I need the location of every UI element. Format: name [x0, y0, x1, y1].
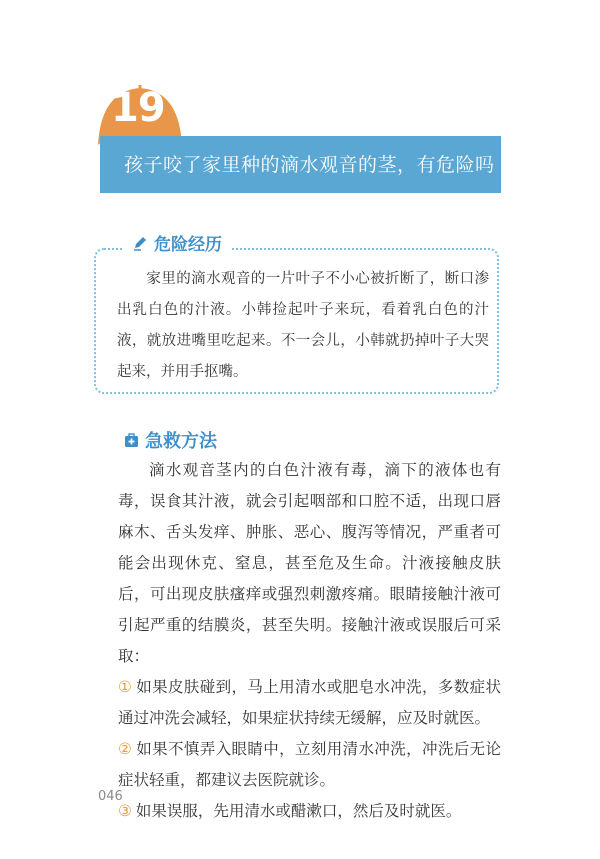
step-text-2: 如果不慎弄入眼睛中，立刻用清水冲洗，冲洗后无论症状轻重，都建议去医院就诊。 — [118, 740, 501, 789]
chapter-title: 孩子咬了家里种的滴水观音的茎，有危险吗 — [124, 154, 495, 176]
first-aid-step — [118, 734, 501, 796]
first-aid-heading — [124, 427, 217, 453]
step-number-2: ② — [118, 740, 133, 758]
first-aid-intro: 滴水观音茎内的白色汁液有毒，滴下的液体也有毒，误食其汁液，就会引起咽部和口腔不适，出现口唇麻木、舌头发痒、肿胀、恶心、腹泻等情况，严重者可能会出现休克、窒息，甚至危及生命。汁液接触皮肤后，可出现皮肤瘙痒或强烈刺激疼痛。眼睛接触汁液可引起严重的结膜炎，甚至失明。接触汁液或误服后可采取： — [118, 461, 501, 665]
experience-paragraph: 家里的滴水观音的一片叶子不小心被折断了，断口渗出乳白色的汁液。小韩捡起叶子来玩，看着乳白色的汁液，就放进嘴里吃起来。不一会儿，小韩就扔掉叶子大哭起来，并用手抠嘴。 — [117, 271, 489, 380]
experience-heading — [124, 230, 230, 255]
pencil-icon — [132, 235, 148, 251]
step-text-3: 如果误服，先用清水或醋漱口，然后及时就医。 — [135, 802, 462, 820]
first-aid-step — [118, 672, 501, 734]
chapter-number: 19 — [111, 85, 165, 131]
step-number-3: ③ — [118, 802, 132, 820]
experience-heading-label: 危险经历 — [154, 235, 222, 255]
experience-text — [117, 264, 489, 388]
first-aid-body — [118, 455, 501, 827]
page-number: 046 — [98, 789, 123, 804]
first-aid-step — [118, 796, 501, 827]
step-text-1: 如果皮肤碰到，马上用清水或肥皂水冲洗，多数症状通过冲洗会减轻，如果症状持续无缓解，应及时就医。 — [118, 678, 501, 727]
step-number-1: ① — [118, 678, 133, 696]
first-aid-heading-label: 急救方法 — [145, 431, 217, 452]
first-aid-kit-icon — [124, 433, 139, 448]
